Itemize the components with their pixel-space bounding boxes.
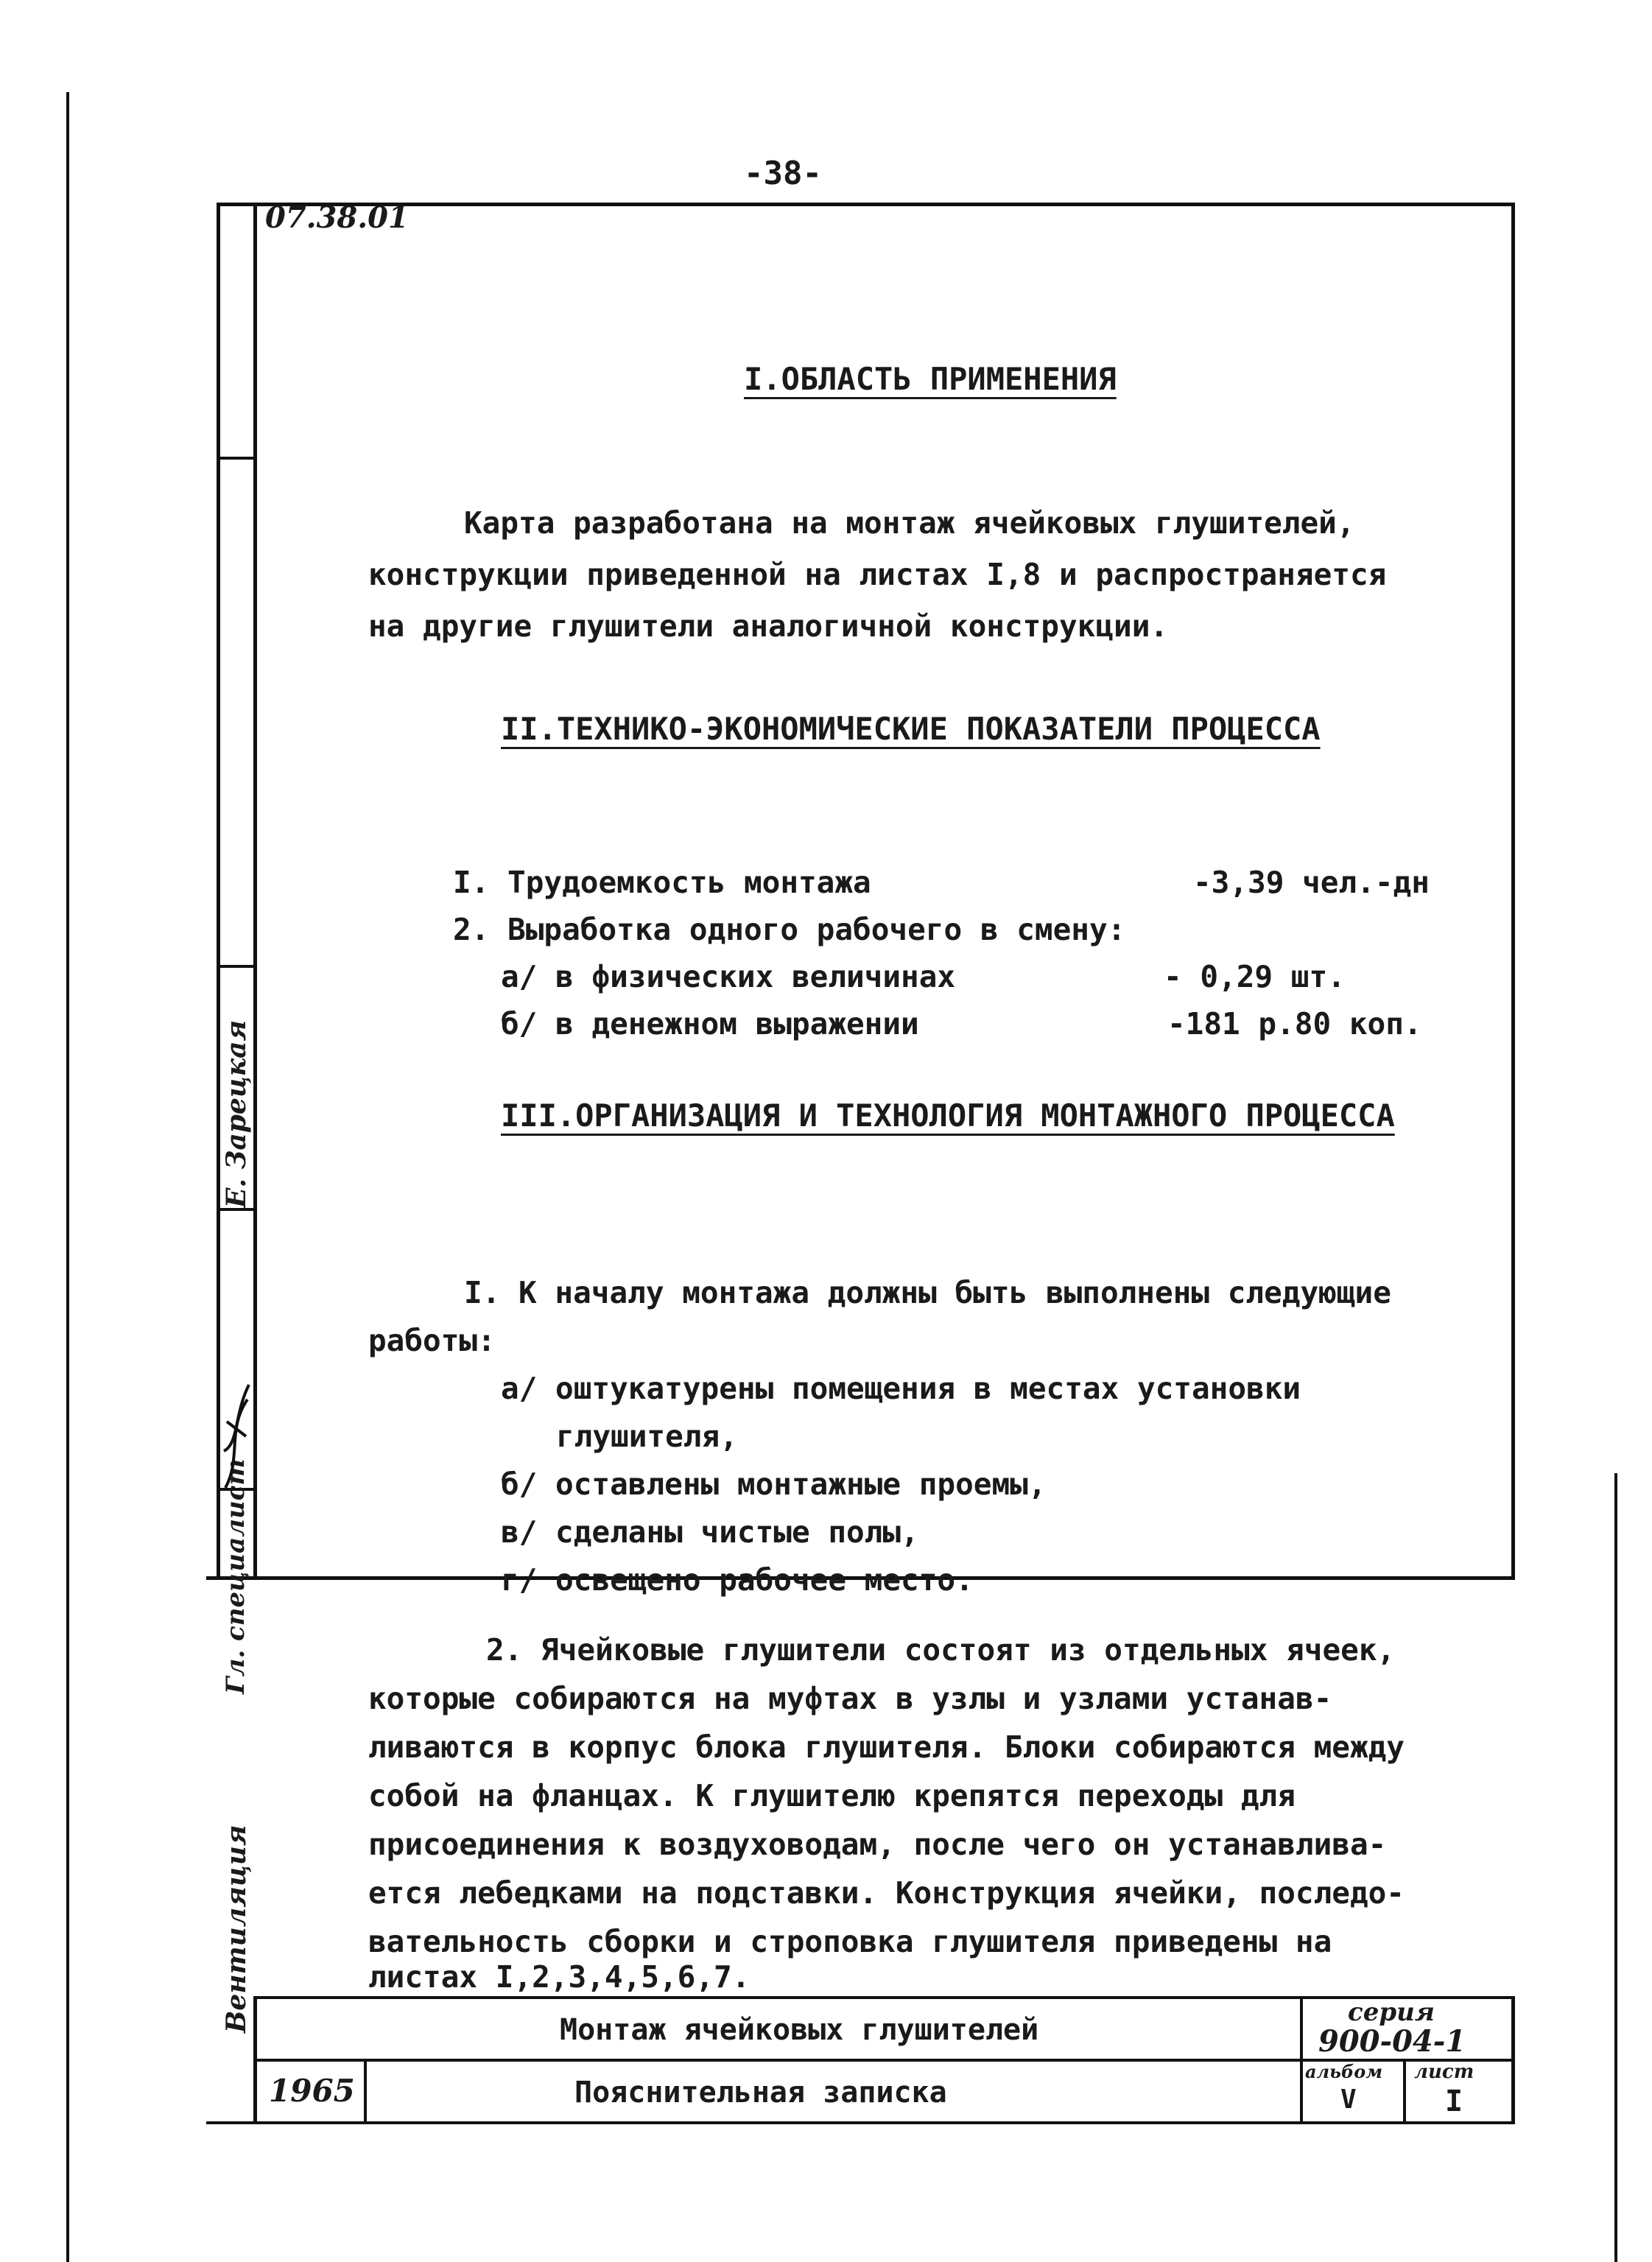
stamp-album-label: альбом (1305, 2061, 1383, 2082)
margin-sep-2 (217, 965, 255, 968)
margin-scribble-signature (219, 1370, 253, 1495)
stamp-left-extension (206, 2121, 258, 2124)
stamp-top (253, 1996, 1515, 1999)
section3-p2-line-8: листах I,2,3,4,5,6,7. (368, 1959, 751, 1995)
margin-sep-1 (217, 457, 255, 460)
margin-sep-3 (217, 1208, 255, 1211)
section3-p2-line-4: собой на фланцах. К глушителю крепятся переходы для (368, 1778, 1296, 1813)
margin-signature-2: Гл. специалист (221, 1458, 250, 1694)
indicator-1-value: -3,39 чел.-дн (1193, 865, 1430, 900)
prep-item-c: в/ сделаны чистые полы, (501, 1514, 919, 1550)
prep-item-a-cont: глушителя, (556, 1419, 738, 1454)
frame-left-inner (253, 203, 257, 1580)
stamp-sheet-divider (1403, 2059, 1406, 2124)
section3-p2-line-6: ется лебедками на подставки. Конструкция ячейки, последо- (368, 1875, 1405, 1911)
section1-line-1: Карта разработана на монтаж ячейковых глушителей, (464, 505, 1355, 541)
indicator-2-label: 2. Выработка одного рабочего в смену: (453, 912, 1126, 947)
indicator-2b-value: -181 р.80 коп. (1167, 1006, 1422, 1042)
margin-signature-1: Е. Зарецкая (221, 1019, 252, 1208)
section1-line-3: на другие глушители аналогичной конструкции. (368, 608, 1169, 644)
section3-p2-line-1: 2. Ячейковые глушители состоят из отдельных ячеек, (486, 1632, 1396, 1668)
indicator-2a-label: а/ в физических величинах (501, 959, 956, 994)
prep-item-d: г/ освещено рабочее место. (501, 1562, 974, 1598)
stamp-left (253, 1996, 257, 2124)
doc-code: 07.38.01 (265, 200, 409, 235)
indicator-2b-label: б/ в денежном выражении (501, 1006, 919, 1042)
stamp-subtitle: Пояснительная записка (574, 2076, 947, 2110)
stamp-year: 1965 (269, 2073, 355, 2109)
indicator-1-label: I. Трудоемкость монтажа (453, 865, 871, 900)
stamp-bottom (253, 2121, 1515, 2124)
section3-p2-line-2: которые собираются на муфтах в узлы и узлами устанав- (368, 1681, 1332, 1716)
stamp-series-label: серия (1348, 1998, 1435, 2027)
stamp-series-divider (1300, 1996, 1303, 2124)
prep-item-a: а/ оштукатурены помещения в местах установки (501, 1371, 1301, 1406)
stamp-sheet-value: I (1445, 2084, 1463, 2118)
section2-heading: II.ТЕХНИКО-ЭКОНОМИЧЕСКИЕ ПОКАЗАТЕЛИ ПРОЦЕССА (501, 711, 1321, 747)
stamp-title: Монтаж ячейковых глушителей (560, 2013, 1039, 2047)
section3-heading: III.ОРГАНИЗАЦИЯ И ТЕХНОЛОГИЯ МОНТАЖНОГО ПРОЦЕССА (501, 1097, 1395, 1134)
section3-p2-line-5: присоединения к воздуховодам, после чего он устанавлива- (368, 1827, 1387, 1862)
stamp-album-value: V (1340, 2084, 1357, 2115)
section3-p1-line-2: работы: (368, 1323, 496, 1358)
stamp-right (1511, 1996, 1515, 2124)
frame-right (1511, 203, 1515, 1580)
stamp-year-divider (364, 2059, 367, 2124)
stamp-series-value: 900-04-1 (1318, 2024, 1466, 2059)
outer-frame-left (66, 92, 69, 2262)
section3-p1-line-1: I. К началу монтажа должны быть выполнены следующие (464, 1275, 1391, 1310)
prep-item-b: б/ оставлены монтажные проемы, (501, 1467, 1047, 1502)
frame-top (217, 203, 1514, 206)
indicator-2a-value: - 0,29 шт. (1164, 959, 1346, 994)
section3-p2-line-7: вательность сборки и строповка глушителя приведены на (368, 1924, 1332, 1959)
margin-signature-3: Вентиляция (221, 1824, 252, 2033)
outer-frame-right (1614, 1473, 1617, 2262)
stamp-sheet-label: лист (1414, 2061, 1475, 2083)
section1-heading: I.ОБЛАСТЬ ПРИМЕНЕНИЯ (744, 361, 1117, 397)
section1-line-2: конструкции приведенной на листах I,8 и распространяется (368, 557, 1387, 592)
page-number: -38- (744, 155, 822, 192)
section3-p2-line-3: ливаются в корпус блока глушителя. Блоки собираются между (368, 1729, 1405, 1765)
